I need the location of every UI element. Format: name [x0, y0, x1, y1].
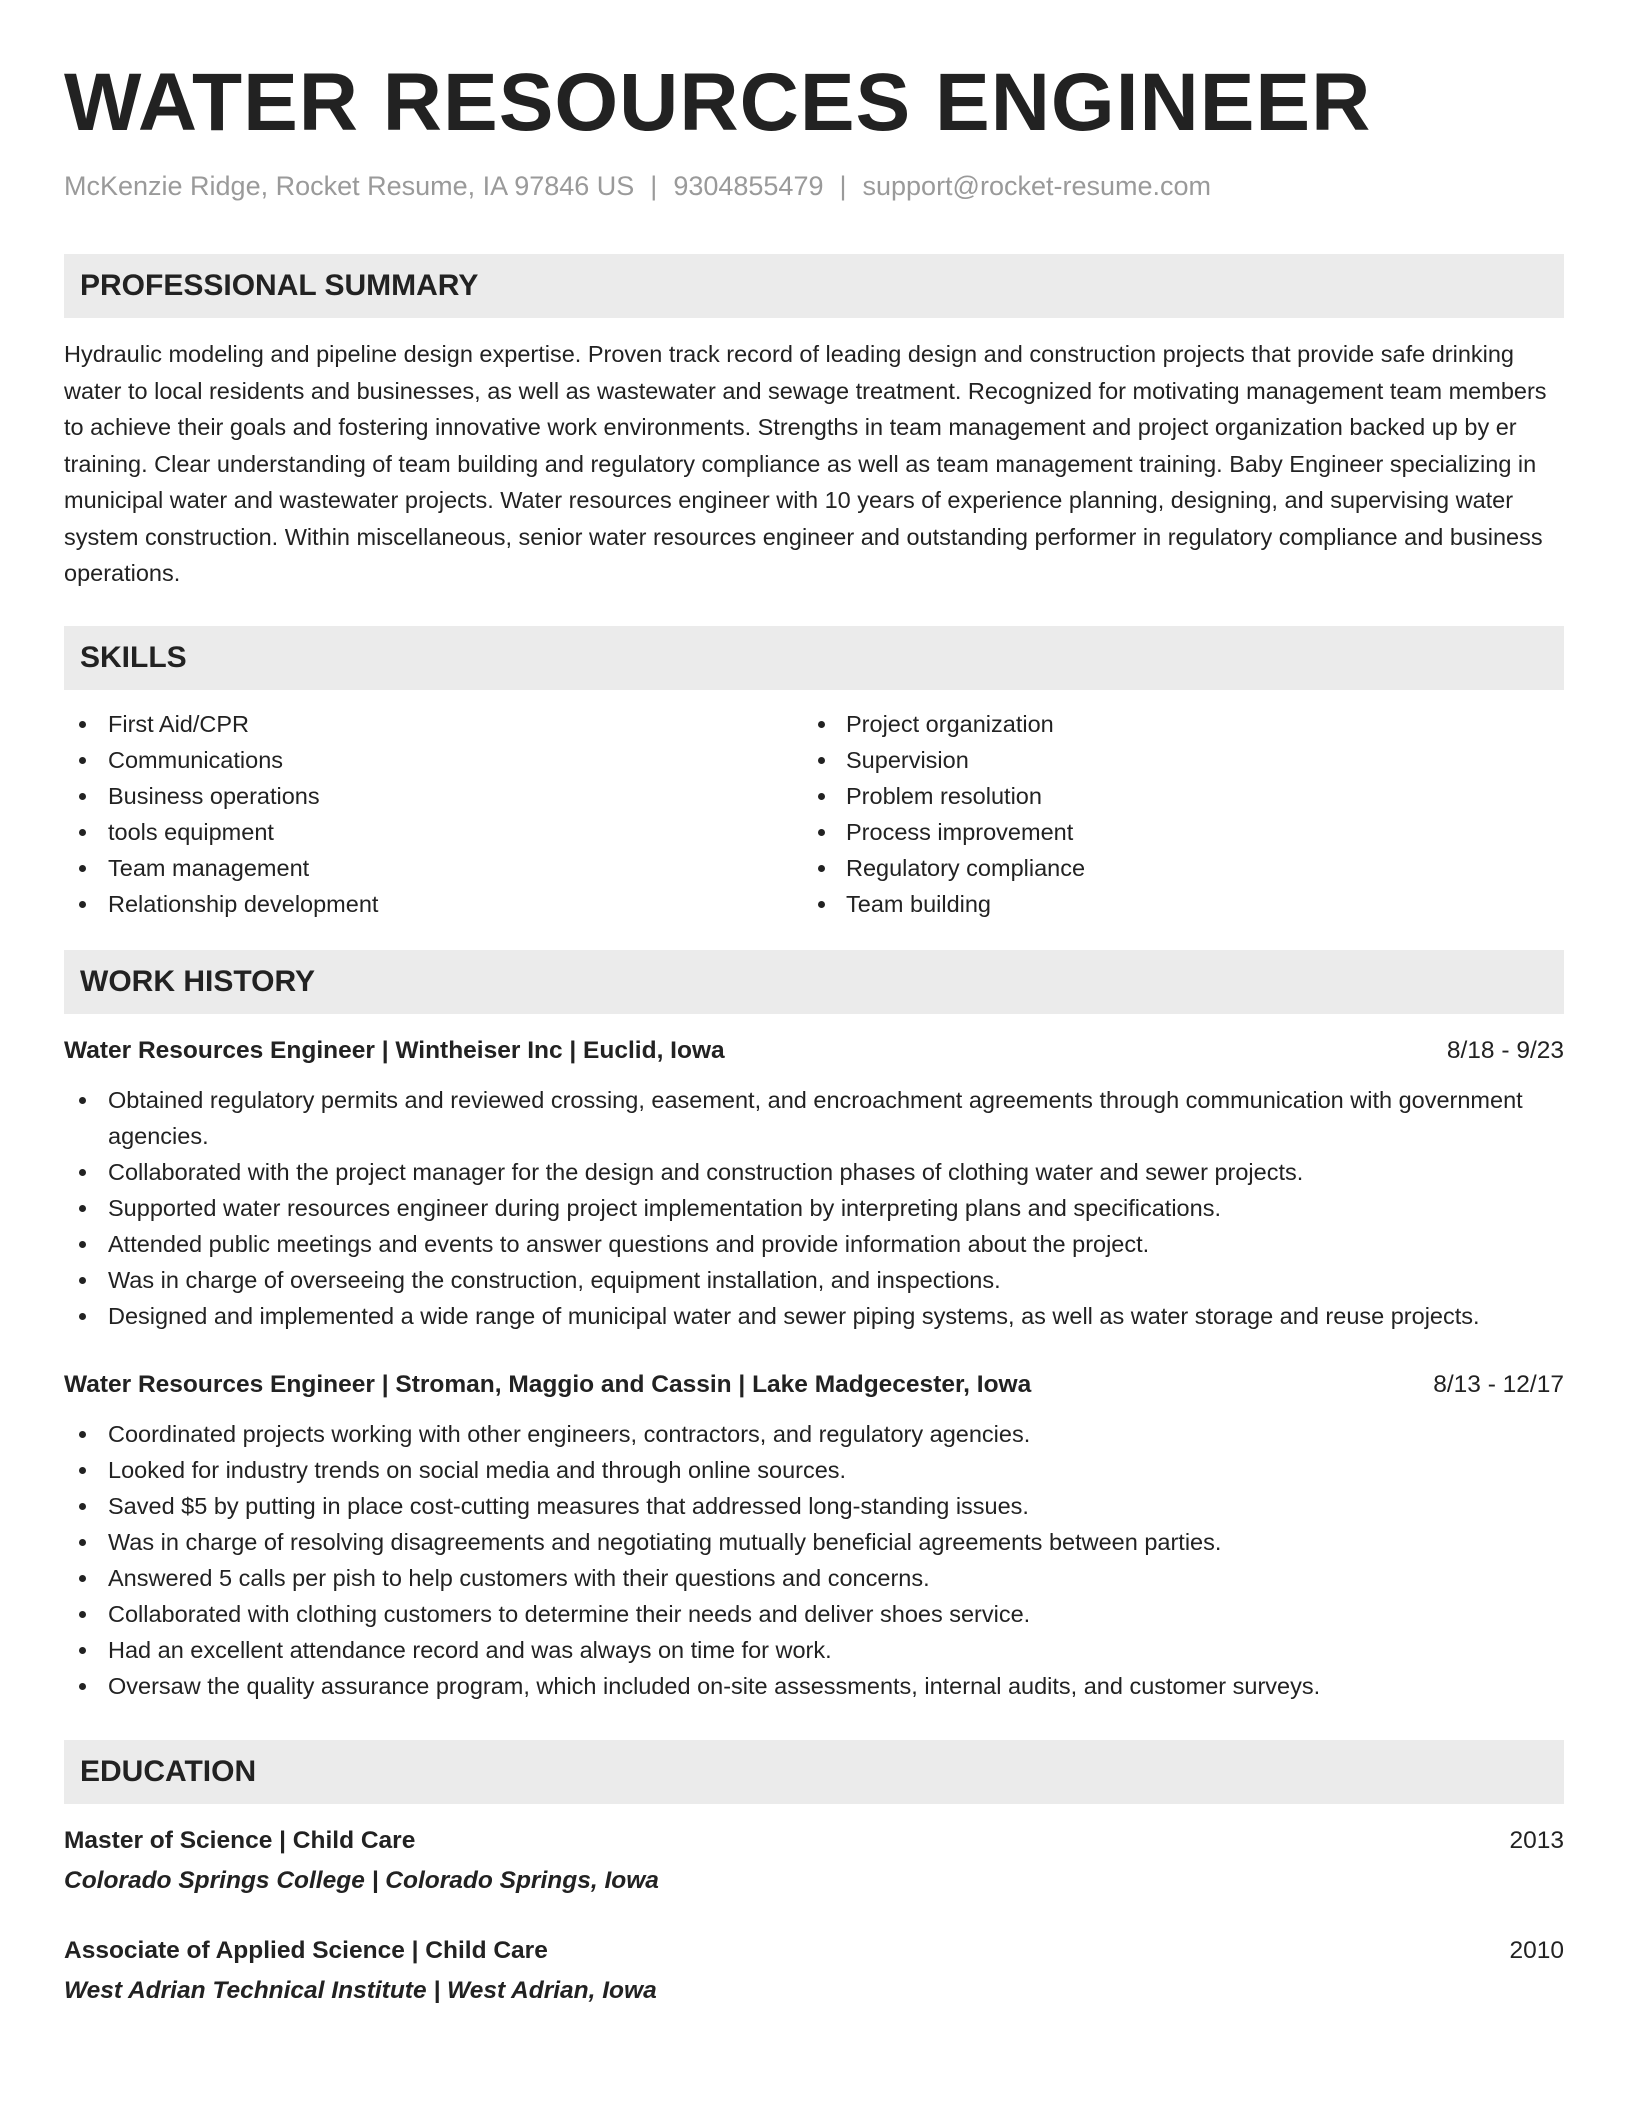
job-heading: [64, 1368, 1564, 1402]
section-header-education: EDUCATION: [64, 1740, 1564, 1804]
contact-address: McKenzie Ridge, Rocket Resume, IA 97846 US: [64, 171, 635, 201]
skill-item: Supervision: [814, 742, 1564, 778]
education-school: Colorado Springs College | Colorado Springs, Iowa: [64, 1866, 659, 1894]
summary-text: Hydraulic modeling and pipeline design expertise. Proven track record of leading design and construction projects that provide safe drinking water to local residents and businesses, as well as wastewater and sewage treatment. Recognized for motivating management team members to achieve their goals and fostering innovative work environments. Strengths in team management and project organization backed up by er training. Clear understanding of team building and regulatory compliance as well as team management training. Baby Engineer specializing in municipal water and wastewater projects. Water resources engineer with 10 years of experience planning, designing, and supervising water system construction. Within miscellaneous, senior water resources engineer and outstanding performer in regulatory compliance and business operations.: [64, 341, 1547, 587]
job-bullets: [64, 1416, 1564, 1704]
job-bullet: Coordinated projects working with other engineers, contractors, and regulatory agencies.: [64, 1416, 1564, 1452]
job-bullet: Saved $5 by putting in place cost-cutting measures that addressed long-standing issues.: [64, 1488, 1564, 1524]
contact-line: [64, 170, 1564, 202]
job-bullet: Designed and implemented a wide range of municipal water and sewer piping systems, as well as water storage and reuse projects.: [64, 1298, 1564, 1334]
section-header-skills: SKILLS: [64, 626, 1564, 690]
education-school: West Adrian Technical Institute | West Adrian, Iowa: [64, 1976, 657, 2004]
skill-item: Regulatory compliance: [814, 850, 1564, 886]
job-title-company: Water Resources Engineer | Stroman, Maggio and Cassin | Lake Madgecester, Iowa: [64, 1370, 1032, 1398]
section-header-summary: PROFESSIONAL SUMMARY: [64, 254, 1564, 318]
skill-item: First Aid/CPR: [64, 706, 814, 742]
job-bullet: Looked for industry trends on social media and through online sources.: [64, 1452, 1564, 1488]
contact-email: support@rocket-resume.com: [862, 171, 1212, 201]
job-heading: [64, 1034, 1564, 1068]
education-year: 2010: [1509, 1936, 1564, 1964]
job-bullet: Answered 5 calls per pish to help customers with their questions and concerns.: [64, 1560, 1564, 1596]
skill-item: Process improvement: [814, 814, 1564, 850]
skill-item: Relationship development: [64, 886, 814, 922]
contact-separator: |: [650, 171, 658, 201]
job-bullet: Had an excellent attendance record and was always on time for work.: [64, 1632, 1564, 1668]
skill-item: Project organization: [814, 706, 1564, 742]
skills-column-left: [64, 706, 814, 922]
job-bullet: Oversaw the quality assurance program, which included on-site assessments, internal audits, and customer surveys.: [64, 1668, 1564, 1704]
job-bullet: Attended public meetings and events to answer questions and provide information about the project.: [64, 1226, 1564, 1262]
job-bullets: [64, 1082, 1564, 1334]
education-degree: Master of Science | Child Care: [64, 1826, 416, 1854]
skill-item: tools equipment: [64, 814, 814, 850]
job-bullet: Was in charge of resolving disagreements and negotiating mutually beneficial agreements between parties.: [64, 1524, 1564, 1560]
resume-name-heading: WATER RESOURCES ENGINEER: [64, 57, 1372, 148]
job-bullet: Obtained regulatory permits and reviewed crossing, easement, and encroachment agreements through communication with government agencies.: [64, 1082, 1564, 1154]
job-title-company: Water Resources Engineer | Wintheiser Inc | Euclid, Iowa: [64, 1036, 725, 1064]
section-header-work-history: WORK HISTORY: [64, 950, 1564, 1014]
education-heading: [64, 1824, 1564, 1858]
contact-separator: |: [839, 171, 847, 201]
job-dates: 8/13 - 12/17: [1433, 1370, 1564, 1398]
skill-item: Team building: [814, 886, 1564, 922]
skill-item: Team management: [64, 850, 814, 886]
skills-column-right: [814, 706, 1564, 922]
education-degree: Associate of Applied Science | Child Care: [64, 1936, 548, 1964]
skills-list: [64, 706, 1564, 922]
skill-item: Communications: [64, 742, 814, 778]
job-bullet: Collaborated with clothing customers to determine their needs and deliver shoes service.: [64, 1596, 1564, 1632]
contact-phone: 9304855479: [673, 171, 824, 201]
skill-item: Problem resolution: [814, 778, 1564, 814]
job-dates: 8/18 - 9/23: [1446, 1036, 1564, 1064]
job-bullet: Collaborated with the project manager for the design and construction phases of clothing water and sewer projects.: [64, 1154, 1564, 1190]
job-bullet: Supported water resources engineer during project implementation by interpreting plans and specifications.: [64, 1190, 1564, 1226]
skill-item: Business operations: [64, 778, 814, 814]
education-heading: [64, 1934, 1564, 1968]
education-year: 2013: [1509, 1826, 1564, 1854]
job-bullet: Was in charge of overseeing the construction, equipment installation, and inspections.: [64, 1262, 1564, 1298]
